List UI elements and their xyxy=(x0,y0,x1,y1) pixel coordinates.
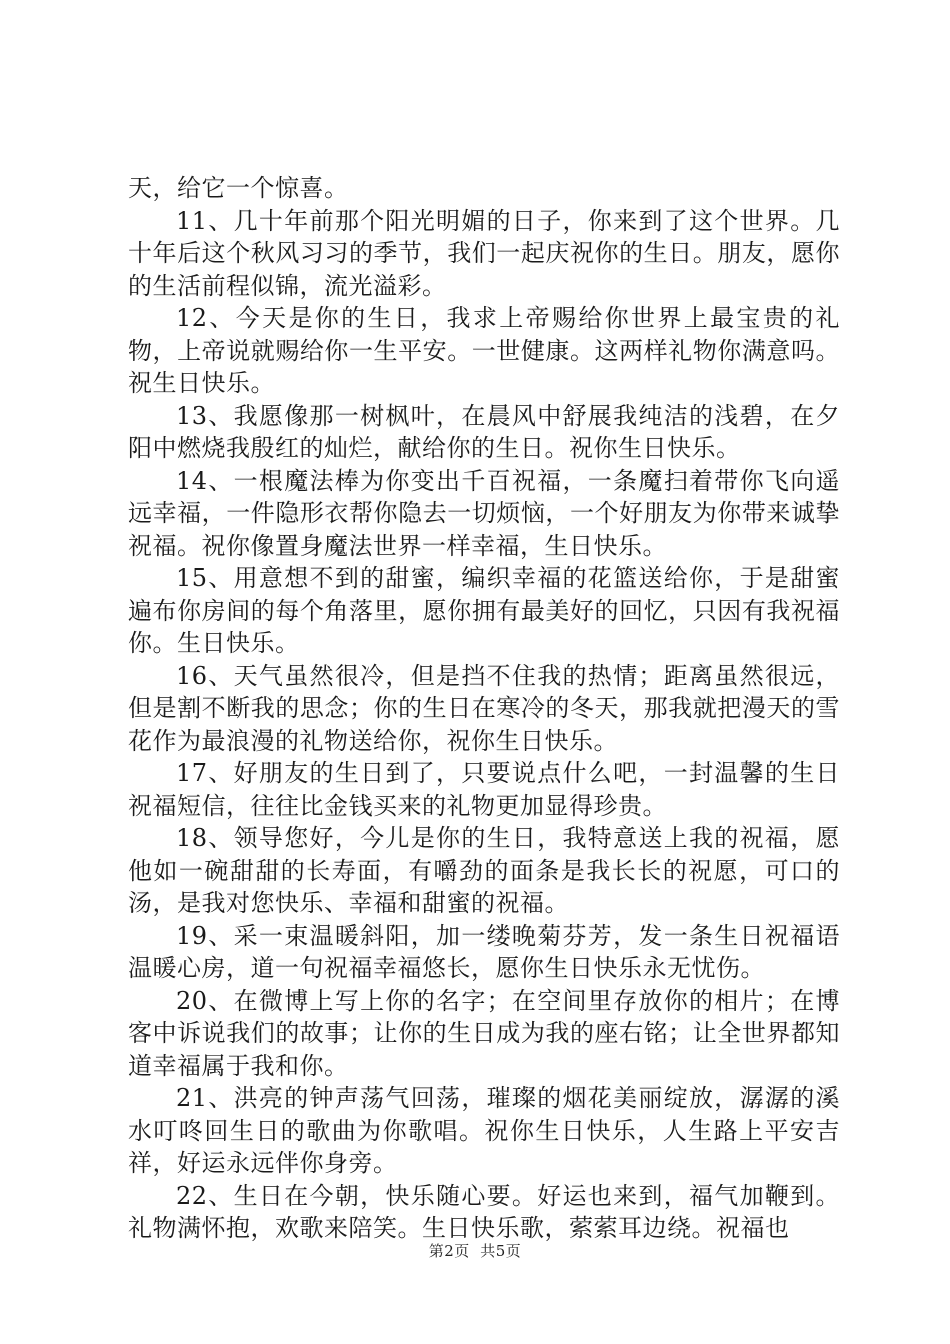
paragraph-16: 16、天气虽然很冷，但是挡不住我的热情；距离虽然很远，但是割不断我的思念；你的生日在寒冷的冬天，那我就把漫天的雪花作为最浪漫的礼物送给你，祝你生日快乐。 xyxy=(128,661,840,755)
paragraph-12: 12、今天是你的生日，我求上帝赐给你世界上最宝贵的礼物，上帝说就赐给你一生平安。一世健康。这两样礼物你满意吗。祝生日快乐。 xyxy=(128,304,840,397)
document-body xyxy=(128,172,840,1245)
paragraph-17: 17、好朋友的生日到了，只要说点什么吧，一封温馨的生日祝福短信，往往比金钱买来的礼物更加显得珍贵。 xyxy=(128,759,840,820)
paragraph-18: 18、领导您好，今儿是你的生日，我特意送上我的祝福，愿他如一碗甜甜的长寿面，有嚼劲的面条是我长长的祝愿，可口的汤，是我对您快乐、幸福和甜蜜的祝福。 xyxy=(128,824,840,917)
paragraph-13: 13、我愿像那一树枫叶，在晨风中舒展我纯洁的浅碧，在夕阳中燃烧我殷红的灿烂，献给你的生日。祝你生日快乐。 xyxy=(128,401,840,462)
paragraph-continuation: 天，给它一个惊喜。 xyxy=(128,174,349,202)
page-footer xyxy=(0,1240,950,1261)
paragraph-14: 14、一根魔法棒为你变出千百祝福，一条魔扫着带你飞向遥远幸福，一件隐形衣帮你隐去一切烦恼，一个好朋友为你带来诚挚祝福。祝你像置身魔法世界一样幸福，生日快乐。 xyxy=(128,466,840,560)
paragraph-20: 20、在微博上写上你的名字；在空间里存放你的相片；在博客中诉说我们的故事；让你的生日成为我的座右铭；让全世界都知道幸福属于我和你。 xyxy=(128,986,840,1080)
paragraph-11: 11、几十年前那个阳光明媚的日子，你来到了这个世界。几十年后这个秋风习习的季节，我们一起庆祝你的生日。朋友，愿你的生活前程似锦，流光溢彩。 xyxy=(128,206,840,300)
paragraph-21: 21、洪亮的钟声荡气回荡，璀璨的烟花美丽绽放，潺潺的溪水叮咚回生日的歌曲为你歌唱。祝你生日快乐，人生路上平安吉祥，好运永远伴你身旁。 xyxy=(128,1084,840,1177)
paragraph-15: 15、用意想不到的甜蜜，编织幸福的花篮送给你，于是甜蜜遍布你房间的每个角落里，愿你拥有最美好的回忆，只因有我祝福你。生日快乐。 xyxy=(128,564,840,657)
page-number-label: 第2页 共5页 xyxy=(428,1242,522,1260)
paragraph-22: 22、生日在今朝，快乐随心要。好运也来到，福气加鞭到。礼物满怀抱，欢歌来陪笑。生日快乐歌，萦萦耳边绕。祝福也 xyxy=(128,1181,840,1242)
paragraph-19: 19、采一束温暖斜阳，加一缕晚菊芬芳，发一条生日祝福语温暖心房，道一句祝福幸福悠长，愿你生日快乐永无忧伤。 xyxy=(128,921,840,982)
